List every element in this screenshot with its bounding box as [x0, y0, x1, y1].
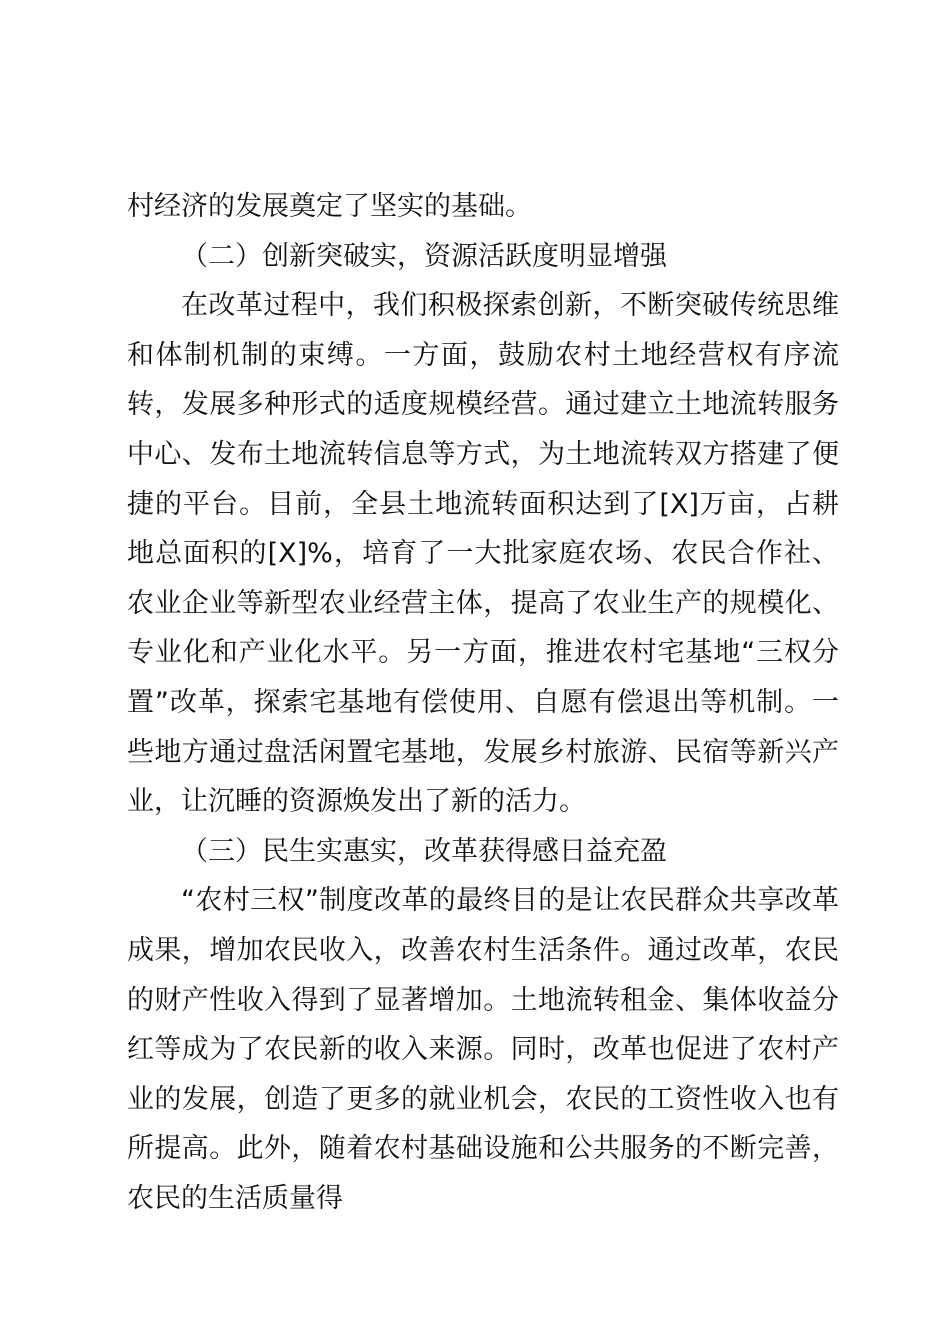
document-body	[127, 182, 839, 1223]
paragraph-continuation: 村经济的发展奠定了坚实的基础。	[127, 191, 532, 222]
section-heading-3: （三）民生实惠实，改革获得感日益充盈	[181, 835, 667, 867]
section-heading-2: （二）创新突破实，资源活跃度明显增强	[181, 240, 667, 272]
paragraph-livelihood: “农村三权”制度改革的最终目的是让农民群众共享改革成果，增加农民收入，改善农村生活条件。通过改革，农民的财产性收入得到了显著增加。土地流转租金、集体收益分红等成为了农民新的收入来源。同时，改革也促进了农村产业的发展，创造了更多的就业机会，农民的工资性收入也有所提高。此外，随着农村基础设施和公共服务的不断完善，农民的生活质量得	[127, 885, 839, 1214]
paragraph-innovation: 在改革过程中，我们积极探索创新，不断突破传统思维和体制机制的束缚。一方面，鼓励农村土地经营权有序流转，发展多种形式的适度规模经营。通过建立土地流转服务中心、发布土地流转信息等方式，为土地流转双方搭建了便捷的平台。目前，全县土地流转面积达到了[X]万亩，占耕地总面积的[X]%，培育了一大批家庭农场、农民合作社、农业企业等新型农业经营主体，提高了农业生产的规模化、专业化和产业化水平。另一方面，推进农村宅基地“三权分置”改革，探索宅基地有偿使用、自愿有偿退出等机制。一些地方通过盘活闲置宅基地，发展乡村旅游、民宿等新兴产业，让沉睡的资源焕发出了新的活力。	[127, 290, 839, 818]
